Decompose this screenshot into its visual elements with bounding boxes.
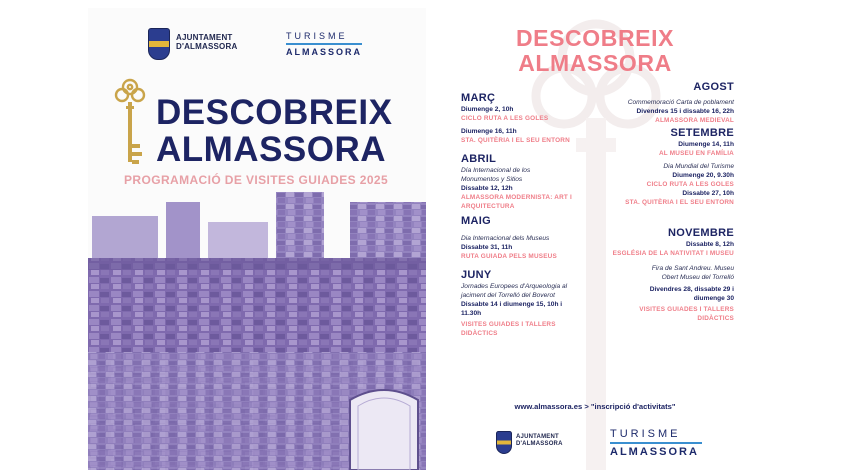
month-title: SETEMBRE	[670, 127, 734, 139]
registration-link[interactable]: www.almassora.es > "inscripció d'activitats"	[514, 402, 676, 411]
month-title: AGOST	[693, 81, 734, 93]
event-activity: ESGLÉSIA DE LA NATIVITAT I MUSEU	[612, 250, 734, 257]
event-date: Dissabte 31, 11h	[461, 244, 513, 251]
wave-icon	[610, 442, 702, 444]
program-title-line2: ALMASSORA	[518, 50, 672, 76]
ajuntament-logo-text	[516, 434, 563, 447]
event-description: Dia Internacional dels Museus	[461, 235, 550, 242]
turisme-label: TURISME	[610, 428, 681, 440]
ajuntament-logo-text	[176, 34, 237, 52]
event-activity: ALMASSORA MEDIEVAL	[655, 117, 734, 124]
event-activity: CICLO RUTA A LES GOLES	[646, 181, 734, 188]
ajuntament-line1: AJUNTAMENT	[176, 33, 233, 42]
event-date: Diumenge 14, 11h	[678, 141, 734, 148]
ajuntament-line2: D'ALMASSORA	[176, 41, 238, 51]
month-block-agost	[584, 81, 734, 125]
event-activity: STA. QUITÈRIA I EL SEU ENTORN	[625, 199, 734, 206]
almassora-brand: ALMASSORA	[286, 47, 362, 57]
event-activity: AL MUSEU EN FAMÍLIA	[658, 150, 734, 157]
month-title: MARÇ	[461, 92, 496, 104]
event-description: Jornades Europees d'Arqueologia al jaciment del Torrelló del Boverot	[461, 283, 568, 299]
key-icon	[113, 76, 147, 168]
event-date: Dissabte 27, 10h	[682, 190, 734, 197]
event-date: Divendres 28, dissabte 29 i diumenge 30	[649, 286, 734, 302]
program-title-line1: DESCOBREIX	[515, 25, 675, 51]
event-activity: ALMASSORA MODERNISTA: ART I ARQUITECTURA	[461, 194, 572, 210]
month-title: NOVEMBRE	[668, 227, 734, 239]
event-activity: VISITES GUIADES I TALLERS DIDÀCTICS	[461, 321, 556, 337]
schedule-right-column	[584, 81, 734, 323]
castle-wall-photo	[88, 192, 426, 470]
wave-icon	[286, 43, 362, 45]
event-date: Diumenge 20, 9.30h	[672, 172, 734, 179]
program-title	[426, 26, 764, 76]
event-date: Diumenge 16, 11h	[461, 128, 517, 135]
cover-title-line1: DESCOBREIX	[156, 93, 393, 132]
month-title: ABRIL	[461, 153, 497, 165]
event-description: Commemoració Carta de poblament	[627, 99, 734, 106]
event-activity: RUTA GUIADA PELS MUSEUS	[461, 253, 557, 260]
event-date: Dissabte 8, 12h	[685, 241, 734, 248]
event-activity: CICLO RUTA A LES GOLES	[461, 115, 549, 122]
turisme-label: TURISME	[286, 31, 348, 41]
cover-title-line2: ALMASSORA	[156, 130, 387, 169]
ajuntament-line2: D'ALMASSORA	[516, 440, 563, 447]
event-activity: STA. QUITÈRIA I EL SEU ENTORN	[461, 137, 570, 144]
ajuntament-line1: AJUNTAMENT	[516, 434, 559, 440]
event-date: Dissabte 14 i diumenge 15, 10h i 11.30h	[461, 301, 563, 317]
event-activity: VISITES GUIADES I TALLERS DIDÀCTICS	[639, 306, 734, 322]
program-panel	[426, 8, 764, 470]
cover-subtitle: PROGRAMACIÓ DE VISITES GUIADES 2025	[124, 173, 389, 187]
event-date: Dissabte 12, 12h	[461, 185, 513, 192]
cover-title	[156, 94, 392, 168]
event-description: Fira de Sant Andreu. Museu Obert Museu del Torrelló	[651, 265, 734, 281]
crest-icon	[148, 28, 170, 60]
month-title: JUNY	[461, 269, 492, 281]
event-date: Diumenge 2, 10h	[461, 106, 514, 113]
month-title: MAIG	[461, 215, 491, 227]
header-logos	[148, 28, 378, 68]
crest-icon	[496, 431, 512, 454]
almassora-brand: ALMASSORA	[610, 446, 699, 458]
cover-panel	[88, 8, 426, 470]
footer-logos	[496, 426, 716, 460]
event-date: Divendres 15 i dissabte 16, 22h	[636, 108, 734, 115]
month-block-setembre	[584, 127, 734, 207]
event-description: Dia Mundial del Turisme	[663, 163, 734, 170]
event-description: Día Internacional de los Monumentos y Sitios	[461, 167, 531, 183]
month-block-novembre	[584, 227, 734, 323]
